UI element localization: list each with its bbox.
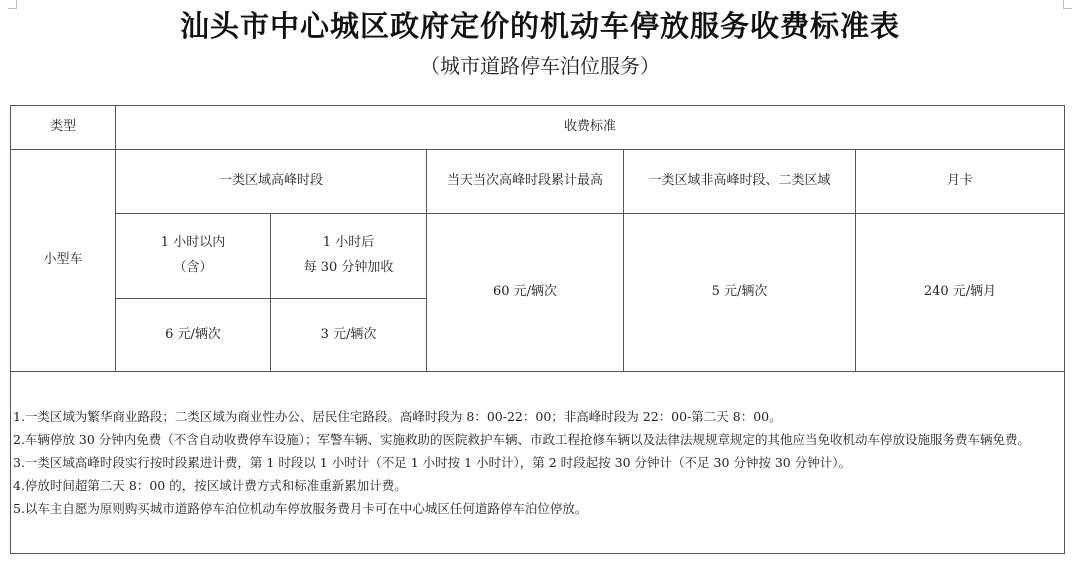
daily-cap-header: 当天当次高峰时段累计最高 (427, 150, 624, 214)
first-hour-line1: 1 小时以内 (160, 235, 226, 251)
document-title: 汕头市中心城区政府定价的机动车停放服务收费标准表 (179, 9, 900, 43)
note-2: 2.车辆停放 30 分钟内免费（不含自动收费停车设施）；军警车辆、实施救助的医院救护车辆、市政工程抢修车辆以及法律法规规章规定的其他应当免收机动车停放设施服务费车辆免费。 (13, 431, 1031, 447)
monthly-card-value: 240 元/辆月 (856, 214, 1065, 372)
notes-cell (11, 372, 1065, 554)
zone1-peak-header: 一类区域高峰时段 (116, 150, 427, 214)
daily-cap-value: 60 元/辆次 (427, 214, 624, 372)
first-hour-value: 6 元/辆次 (116, 299, 271, 372)
note-3: 3.一类区域高峰时段实行按时段累进计费，第 1 时段以 1 小时计（不足 1 小时按 1 小时计），第 2 时段起按 30 分钟计（不足 30 分钟按 30 分钟计）。 (13, 454, 851, 470)
offpeak-zone2-value: 5 元/辆次 (624, 214, 856, 372)
after-hour-line1: 1 小时后 (322, 235, 375, 251)
offpeak-zone2-header: 一类区域非高峰时段、二类区域 (624, 150, 856, 214)
after-hour-value: 3 元/辆次 (271, 299, 427, 372)
note-1: 1.一类区域为繁华商业路段；二类区域为商业性办公、居民住宅路段。高峰时段为 8：00-22：00；非高峰时段为 22：00-第二天 8：00。 (13, 408, 782, 424)
after-hour-line2: 每 30 分钟加收 (303, 260, 394, 275)
after-hour-header (271, 214, 427, 299)
note-4: 4.停放时间超第二天 8：00 的，按区域计费方式和标准重新累加计费。 (13, 478, 407, 494)
note-5: 5.以车主自愿为原则购买城市道路停车泊位机动车停放服务费月卡可在中心城区任何道路停车泊位停放。 (13, 501, 588, 517)
monthly-card-header: 月卡 (856, 150, 1065, 214)
document-subtitle: （城市道路停车泊位服务） (420, 54, 660, 78)
first-hour-header (116, 214, 271, 299)
vehicle-type-cell: 小型车 (11, 150, 116, 372)
type-header: 类型 (11, 106, 116, 150)
fee-table (10, 105, 1065, 554)
fee-standard-header: 收费标准 (116, 106, 1065, 150)
first-hour-line2: （含） (173, 260, 213, 275)
